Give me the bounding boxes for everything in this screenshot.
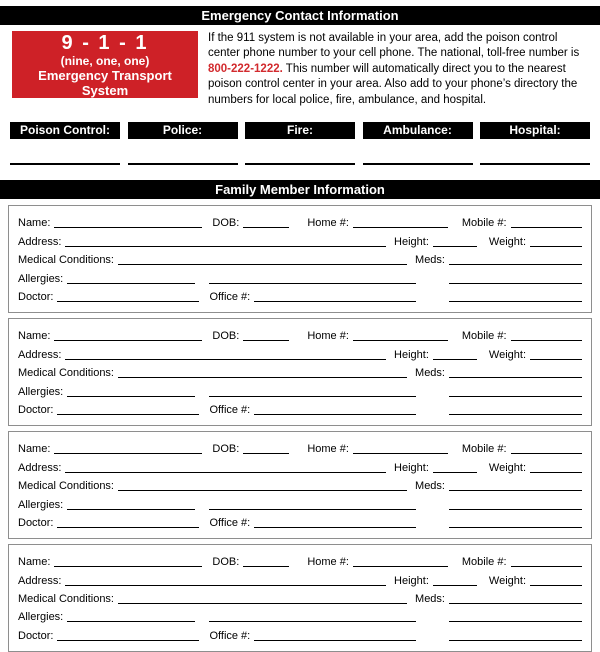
name-label: Name: (18, 330, 51, 343)
allergies-row (18, 267, 582, 285)
contact-label-box (245, 122, 355, 139)
contact-label: Ambulance: (383, 123, 452, 138)
contact-column (245, 122, 355, 165)
intro-row (12, 31, 588, 108)
dob-blank-line (243, 226, 289, 228)
weight-blank-line (530, 245, 582, 247)
meds-blank-line (449, 489, 582, 491)
dob-label: DOB: (212, 330, 240, 343)
weight-label: Weight: (488, 348, 526, 361)
doctor-row (18, 624, 582, 642)
address-row (18, 456, 582, 474)
emergency-form-page (0, 6, 600, 642)
allergies-extra-blank-line (209, 395, 416, 397)
allergies-label: Allergies: (18, 272, 64, 285)
emergency-contacts-row (10, 122, 590, 165)
contact-blank-line (245, 163, 355, 165)
weight-label: Weight: (488, 235, 526, 248)
weight-blank-line (530, 471, 582, 473)
family-member-block (8, 544, 592, 652)
dob-label: DOB: (212, 217, 240, 230)
allergies-row (18, 380, 582, 398)
meds-blank-line (449, 376, 582, 378)
poison-control-paragraph (208, 31, 588, 108)
doctor-blank-line (57, 526, 199, 528)
911-number: 9 - 1 - 1 (61, 31, 149, 54)
dob-blank-line (243, 452, 289, 454)
doctor-row (18, 286, 582, 304)
medical-conditions-row (18, 362, 582, 380)
meds-label: Meds: (415, 593, 445, 606)
doctor-blank-line (57, 413, 199, 415)
mobile-phone-blank-line (511, 339, 582, 341)
meds-blank-line (449, 263, 582, 265)
height-blank-line (433, 245, 477, 247)
allergies-blank-line (67, 395, 195, 397)
meds-blank-line (449, 602, 582, 604)
contact-label: Poison Control: (20, 123, 110, 138)
medical-conditions-row (18, 475, 582, 493)
address-row (18, 230, 582, 248)
home-phone-blank-line (353, 565, 448, 567)
medical-conditions-blank-line (118, 602, 407, 604)
mobile-phone-label: Mobile #: (461, 330, 507, 343)
address-label: Address: (18, 461, 62, 474)
mobile-phone-label: Mobile #: (461, 443, 507, 456)
height-blank-line (433, 584, 477, 586)
height-label: Height: (394, 235, 429, 248)
doctor-label: Doctor: (18, 516, 54, 529)
name-blank-line (54, 339, 202, 341)
contact-label-box (128, 122, 238, 139)
office-phone-label: Office #: (209, 290, 251, 303)
allergies-row (18, 493, 582, 511)
medical-conditions-row (18, 588, 582, 606)
911-subtitle: Emergency Transport System (38, 67, 172, 98)
office-phone-label: Office #: (209, 516, 251, 529)
poison-control-phone-number: 800-222-1222. (208, 62, 283, 75)
contact-label: Hospital: (509, 123, 561, 138)
office-phone-blank-line (254, 413, 416, 415)
dob-label: DOB: (212, 443, 240, 456)
allergies-extra-blank-line (209, 508, 416, 510)
weight-blank-line (530, 584, 582, 586)
meds-extra-blank-line-2 (449, 639, 582, 641)
home-phone-label: Home #: (307, 443, 349, 456)
allergies-label: Allergies: (18, 498, 64, 511)
allergies-row (18, 606, 582, 624)
contact-blank-line (128, 163, 238, 165)
contact-blank-line (363, 163, 473, 165)
height-label: Height: (394, 461, 429, 474)
weight-label: Weight: (488, 461, 526, 474)
meds-label: Meds: (415, 254, 445, 267)
contact-label-box (10, 122, 120, 139)
medical-conditions-blank-line (118, 263, 407, 265)
name-row (18, 551, 582, 569)
name-blank-line (54, 452, 202, 454)
address-blank-line (65, 358, 386, 360)
address-blank-line (65, 471, 386, 473)
contact-column (10, 122, 120, 165)
911-banner (12, 31, 198, 98)
home-phone-blank-line (353, 452, 448, 454)
name-label: Name: (18, 443, 51, 456)
name-label: Name: (18, 217, 51, 230)
doctor-row (18, 512, 582, 530)
height-label: Height: (394, 574, 429, 587)
height-label: Height: (394, 348, 429, 361)
address-blank-line (65, 245, 386, 247)
office-phone-label: Office #: (209, 403, 251, 416)
contact-label: Fire: (286, 123, 313, 138)
meds-extra-blank-line-1 (449, 395, 582, 397)
allergies-blank-line (67, 282, 195, 284)
name-label: Name: (18, 556, 51, 569)
doctor-row (18, 399, 582, 417)
address-blank-line (65, 584, 386, 586)
mobile-phone-label: Mobile #: (461, 556, 507, 569)
contact-blank-line (10, 163, 120, 165)
family-member-block (8, 205, 592, 313)
mobile-phone-blank-line (511, 226, 582, 228)
mobile-phone-blank-line (511, 452, 582, 454)
home-phone-blank-line (353, 339, 448, 341)
doctor-label: Doctor: (18, 403, 54, 416)
name-row (18, 212, 582, 230)
contact-label-box (363, 122, 473, 139)
home-phone-label: Home #: (307, 217, 349, 230)
meds-extra-blank-line-1 (449, 620, 582, 622)
office-phone-blank-line (254, 300, 416, 302)
paragraph-text-before: If the 911 system is not available in your area, add the poison control center phone number to your cell phone. The national, toll-free number is (208, 32, 580, 60)
allergies-extra-blank-line (209, 282, 416, 284)
dob-blank-line (243, 565, 289, 567)
address-row (18, 343, 582, 361)
family-member-block (8, 431, 592, 539)
doctor-blank-line (57, 639, 199, 641)
family-section-title: Family Member Information (215, 182, 385, 198)
name-blank-line (54, 226, 202, 228)
home-phone-label: Home #: (307, 556, 349, 569)
height-blank-line (433, 471, 477, 473)
contact-label-box (480, 122, 590, 139)
medical-conditions-label: Medical Conditions: (18, 593, 114, 606)
meds-extra-blank-line-2 (449, 413, 582, 415)
meds-extra-blank-line-2 (449, 300, 582, 302)
home-phone-blank-line (353, 226, 448, 228)
medical-conditions-row (18, 249, 582, 267)
allergies-blank-line (67, 620, 195, 622)
meds-extra-blank-line-1 (449, 282, 582, 284)
address-row (18, 569, 582, 587)
dob-label: DOB: (212, 556, 240, 569)
911-words: (nine, one, one) (60, 53, 150, 68)
doctor-label: Doctor: (18, 290, 54, 303)
meds-label: Meds: (415, 367, 445, 380)
weight-label: Weight: (488, 574, 526, 587)
allergies-label: Allergies: (18, 611, 64, 624)
weight-blank-line (530, 358, 582, 360)
mobile-phone-blank-line (511, 565, 582, 567)
meds-extra-blank-line-1 (449, 508, 582, 510)
contact-label: Police: (162, 123, 203, 138)
paragraph-text-after: This number will automatically direct you to the nearest poison control center in your area. Also add to your phone’s directory the numbers for local police, fire, ambulance, and hospital. (208, 62, 578, 106)
allergies-extra-blank-line (209, 620, 416, 622)
family-member-block (8, 318, 592, 426)
allergies-blank-line (67, 508, 195, 510)
medical-conditions-label: Medical Conditions: (18, 480, 114, 493)
office-phone-label: Office #: (209, 629, 251, 642)
name-row (18, 438, 582, 456)
home-phone-label: Home #: (307, 330, 349, 343)
allergies-label: Allergies: (18, 385, 64, 398)
emergency-section-title: Emergency Contact Information (201, 8, 399, 23)
name-row (18, 325, 582, 343)
medical-conditions-blank-line (118, 489, 407, 491)
medical-conditions-blank-line (118, 376, 407, 378)
family-members-list (8, 205, 592, 652)
medical-conditions-label: Medical Conditions: (18, 254, 114, 267)
name-blank-line (54, 565, 202, 567)
dob-blank-line (243, 339, 289, 341)
emergency-section-header (0, 6, 600, 25)
contact-column (480, 122, 590, 165)
address-label: Address: (18, 235, 62, 248)
medical-conditions-label: Medical Conditions: (18, 367, 114, 380)
doctor-blank-line (57, 300, 199, 302)
family-section-header (0, 180, 600, 199)
office-phone-blank-line (254, 526, 416, 528)
height-blank-line (433, 358, 477, 360)
mobile-phone-label: Mobile #: (461, 217, 507, 230)
address-label: Address: (18, 348, 62, 361)
meds-extra-blank-line-2 (449, 526, 582, 528)
contact-column (128, 122, 238, 165)
office-phone-blank-line (254, 639, 416, 641)
doctor-label: Doctor: (18, 629, 54, 642)
address-label: Address: (18, 574, 62, 587)
contact-column (363, 122, 473, 165)
meds-label: Meds: (415, 480, 445, 493)
contact-blank-line (480, 163, 590, 165)
